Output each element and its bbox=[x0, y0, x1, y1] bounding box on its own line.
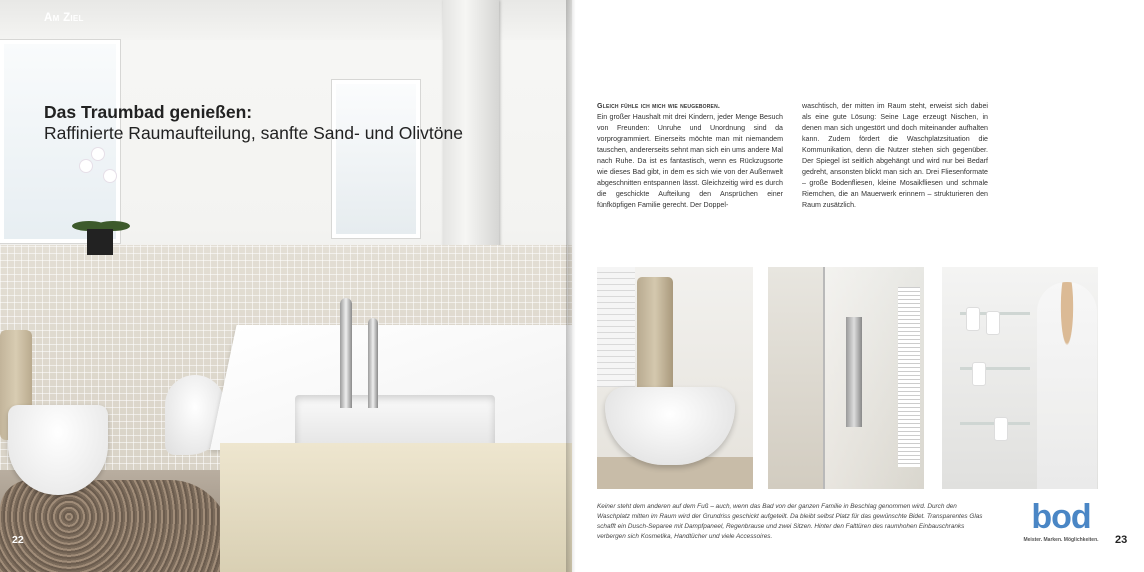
towel bbox=[637, 277, 673, 397]
logo-wordmark: bod bbox=[1031, 498, 1091, 536]
bod-logo bbox=[1020, 499, 1102, 549]
vanity-cabinet bbox=[220, 443, 572, 572]
orchid-flower bbox=[104, 170, 116, 182]
text-column-2 bbox=[802, 101, 988, 211]
page-number-right: 23 bbox=[1115, 534, 1128, 546]
window-blind bbox=[597, 267, 635, 387]
orchid-pot bbox=[87, 229, 113, 255]
faucet bbox=[368, 318, 378, 408]
steam-panel bbox=[846, 317, 862, 427]
photo-bidet bbox=[597, 267, 753, 489]
column-heading: Gleich fühle ich mich wie neugeboren. bbox=[597, 102, 721, 110]
orchid-flower bbox=[92, 148, 104, 160]
body-text: waschtisch, der mitten im Raum steht, erweist sich dabei als eine gute Lösung: Seine Lage erzeugt Nischen, in denen man sich ungestört und doch miteinander aufhalten kann. Zudem fördert die Waschplatzsituation die Kommunikation, denn die Nutzer stehen sich gegenüber. Der Spiegel ist seitlich abgehängt und wird nur bei Bedarf gedreht, ansonsten blickt man sich an. Drei Fliesenformate – große Bodenfliesen, kleine Mosaikfliesen und schmale Riemchen, die an Mauerwerk erinnern – strukturieren den Raum zusätzlich. bbox=[802, 102, 988, 210]
photo-shower bbox=[768, 267, 924, 489]
accessory-jar bbox=[986, 311, 1000, 335]
window-center bbox=[332, 80, 420, 238]
page-number-left: 22 bbox=[12, 534, 24, 546]
towel-radiator bbox=[898, 287, 920, 467]
accessory-jar bbox=[966, 307, 980, 331]
bidet bbox=[605, 387, 735, 465]
right-page bbox=[572, 0, 1144, 572]
photo-cabinet bbox=[942, 267, 1098, 489]
double-vanity bbox=[210, 325, 572, 572]
text-column-1 bbox=[597, 101, 783, 211]
shag-rug bbox=[0, 480, 230, 572]
logo-tagline: Meister. Marken. Möglichkeiten. bbox=[1023, 537, 1099, 543]
accessory-jar bbox=[994, 417, 1008, 441]
sink-basin bbox=[295, 395, 495, 450]
headline: Das Traumbad genießen: bbox=[44, 102, 253, 122]
faucet bbox=[340, 298, 352, 408]
photo-caption: Keiner steht dem anderen auf dem Fuß – auch, wenn das Bad von der ganzen Familie in Beschlag genommen wird. Durch den Waschplatz mitten im Raum wird der Grundriss geschickt aufgeteilt. Da bleibt selbst Platz für das gewünschte Bidet. Transparentes Glas schafft ein Dusch-Separee mit Dampfpaneel, Regenbrause und zwei Sitzen. Hinter den Falttüren des raumhohen Einbauschranks verbergen sich Kosmetika, Handtücher und viele Accessoires. bbox=[597, 503, 983, 540]
orchid-flower bbox=[80, 160, 92, 172]
accessory-jar bbox=[972, 362, 986, 386]
body-text: Ein großer Haushalt mit drei Kindern, jeder Menge Besuch von Freunden: Unruhe und Unordnung sind da vorprogrammiert. Einerseits möchte man mit niemandem tauschen, andererseits sehnt man sich ein ums andere Mal nach Ruhe. Da ist es fantastisch, wenn es Rückzugsorte wie dieses Bad gibt, in dem es sich wie von der Außenwelt abgeschnitten entspannen lässt. Gleichzeitig wird es durch die geschickte Aufteilung den Ansprüchen einer fünfköpfigen Familie gerecht. Der Doppel- bbox=[597, 113, 783, 210]
subheadline: Raffinierte Raumaufteilung, sanfte Sand- und Olivtöne bbox=[44, 123, 463, 143]
woman-figure bbox=[1037, 282, 1097, 489]
section-label: Am Ziel bbox=[44, 12, 84, 24]
orchid-plant bbox=[70, 140, 130, 255]
